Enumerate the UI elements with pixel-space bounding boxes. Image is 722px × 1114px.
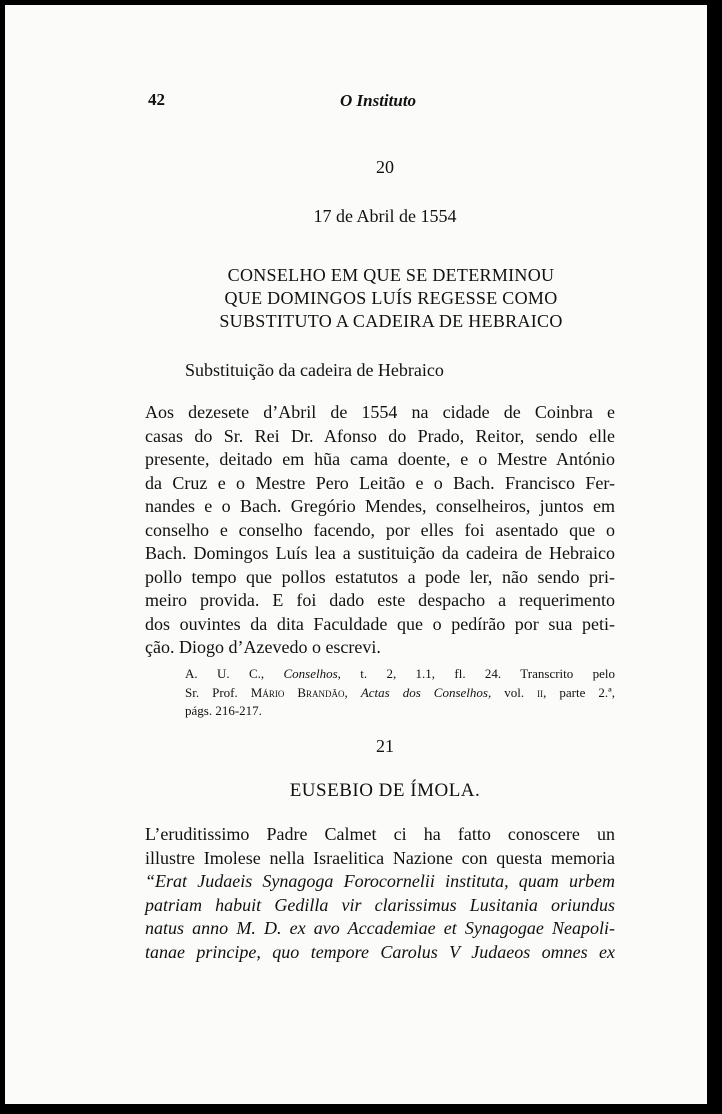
document-page <box>5 5 707 1104</box>
citation-author: Mário Brandão, <box>250 684 348 700</box>
document-title-line-1: CONSELHO EM QUE SE DETERMINOU <box>227 265 555 285</box>
running-title: O Instituto <box>340 91 417 110</box>
citation-volume: ii <box>537 684 544 700</box>
citation-line <box>185 684 615 703</box>
body-line: Aos dezesete d’Abril de 1554 na cidade de Coinbra e <box>145 402 615 422</box>
body-line: dos ouvintes da dita Faculdade que o pedírão por sua peti- <box>145 613 615 634</box>
citation-line <box>185 665 615 684</box>
page-number: 42 <box>148 90 165 109</box>
citation-source-title: Conselhos, <box>283 666 341 681</box>
citation-book-title: Actas dos Conselhos, <box>360 684 492 700</box>
citation-text: t. 2, 1.1, fl. 24. Transcrito pelo <box>340 666 615 681</box>
section-title: EUSEBIO DE ÍMOLA. <box>289 780 481 801</box>
citation-text: A. U. C., <box>185 666 284 681</box>
document-title-line-3: SUBSTITUTO A CADEIRA DE HEBRAICO <box>219 311 563 331</box>
document-number-20: 20 <box>376 157 394 177</box>
body-line: conselho e conselho facendo, por elles foi asentado que o <box>145 519 615 540</box>
body-line: “Erat Judaeis Synagoga Forocornelii instituta, quam urbem <box>145 871 615 891</box>
body-line: presente, deitado em hũa cama doente, e o Mestre António <box>145 449 615 469</box>
body-line: illustre Imolese nella Israelitica Nazione con questa memoria <box>145 847 615 868</box>
document-body-20 <box>145 401 615 660</box>
body-line: meiro provida. E foi dado este despacho a requerimento <box>145 590 615 610</box>
body-line: da Cruz e o Mestre Pero Leitão e o Bach. Francisco Fer- <box>145 472 615 493</box>
body-line: casas do Sr. Rei Dr. Afonso do Prado, Reitor, sendo elle <box>145 425 615 446</box>
body-line: pollo tempo que pollos estatutos a pode ler, não sendo pri- <box>145 566 615 587</box>
citation-text: Sr. Prof. <box>185 684 251 700</box>
body-line: ção. Diogo d’Azevedo o escrevi. <box>145 637 381 657</box>
body-line: nandes e o Bach. Gregório Mendes, conselheiros, juntos em <box>145 496 615 516</box>
citation-line: págs. 216-217. <box>185 703 262 718</box>
body-line: tanae principe, quo tempore Carolus V Judaeos omnes ex <box>145 941 615 962</box>
document-number-21: 21 <box>376 736 394 756</box>
source-citation <box>185 665 615 721</box>
document-date: 17 de Abril de 1554 <box>313 206 457 226</box>
document-subtitle: Substituição da cadeira de Hebraico <box>185 360 444 380</box>
body-line: L’eruditissimo Padre Calmet ci ha fatto conoscere un <box>145 824 615 844</box>
citation-text: , parte 2.ª, <box>543 684 615 700</box>
body-line: natus anno M. D. ex avo Accademiae et Synagogae Neapoli- <box>145 918 615 938</box>
document-body-21 <box>145 823 615 964</box>
body-line: patriam habuit Gedilla vir clarissimus Lusitania oriundus <box>145 894 615 915</box>
body-line: Bach. Domingos Luís lea a sustituição da cadeira de Hebraico <box>145 543 615 563</box>
citation-text: vol. <box>491 684 538 700</box>
document-title-line-2: QUE DOMINGOS LUÍS REGESSE COMO <box>224 288 558 308</box>
